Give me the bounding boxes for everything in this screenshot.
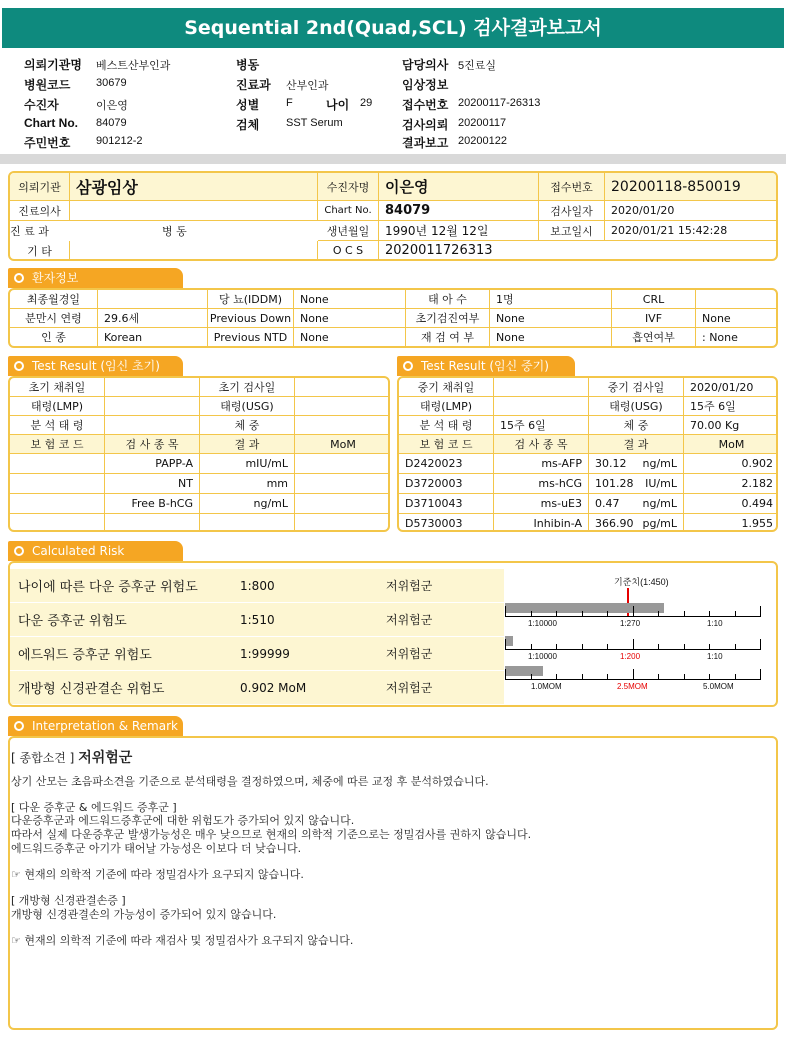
risk-value: 1:800	[230, 569, 356, 603]
patient-info-tab	[8, 268, 183, 288]
gauge-tick	[556, 674, 557, 679]
crl-value	[696, 290, 778, 309]
exam-value: 2020/01/20	[605, 201, 778, 221]
gauge-tick	[709, 611, 710, 616]
gauge-tick	[607, 644, 608, 649]
ntd-gauge-axis	[505, 679, 761, 680]
early-draw-value	[105, 378, 200, 397]
tick-label: 1:10	[707, 652, 723, 661]
mid-result: 30.12	[595, 457, 627, 470]
dept-label: 진료과	[236, 78, 271, 92]
early-ga-value	[105, 416, 200, 435]
no-label: 접수번호	[539, 173, 605, 201]
risk-value: 1:510	[230, 603, 356, 637]
gauge-tick	[684, 644, 685, 649]
mid-mom: 2.182	[684, 474, 778, 494]
risk-tab-label: Calculated Risk	[32, 544, 125, 558]
risk-tab	[8, 541, 183, 561]
gauge-tick	[760, 606, 761, 616]
mid-lmp-label: 태령(LMP)	[399, 397, 494, 416]
early-code	[10, 454, 105, 474]
early-mom	[295, 494, 390, 514]
ntd-label: Previous NTD	[208, 328, 294, 347]
etc-value	[70, 241, 318, 261]
col-header: 결 과	[589, 435, 684, 454]
mid-draw-label: 중기 채취일	[399, 378, 494, 397]
no-value: 20200118-850019	[605, 173, 778, 201]
early-unit: mm	[200, 474, 295, 494]
gauge-tick	[582, 611, 583, 616]
mid-result: 366.90	[595, 517, 634, 530]
risk-name: 에드워드 증후군 위험도	[10, 637, 230, 671]
circle-icon	[14, 546, 24, 556]
mid-unit: pg/mL	[642, 517, 677, 530]
lmp-value	[98, 290, 208, 309]
gauge-tick	[760, 639, 761, 649]
mid-result-box	[397, 376, 778, 532]
circle-icon	[14, 361, 24, 371]
ocs-value: 2020011726313	[379, 241, 778, 261]
mid-code: D3720003	[399, 474, 494, 494]
summary-label: [ 종합소견 ]	[11, 751, 75, 765]
mid-code: D2420023	[399, 454, 494, 474]
early-exam-label: 초기 검사일	[200, 378, 295, 397]
early-unit: mIU/mL	[200, 454, 295, 474]
gauge-tick	[505, 606, 506, 616]
remark-line: 에드워드증후군 아기가 태어날 가능성은 이보다 더 낮습니다.	[11, 842, 302, 855]
remark-heading: [ 다운 증후군 & 에드워드 증후군 ]	[11, 801, 177, 814]
ocs-label: O C S	[318, 241, 379, 261]
col-header: 검 사 종 목	[494, 435, 589, 454]
down-gauge-axis	[505, 616, 761, 617]
smoke-label: 흡연여부	[612, 328, 696, 347]
gauge-tick	[735, 611, 736, 616]
ntd-gauge-bar	[505, 666, 543, 676]
early-item: Free B-hCG	[105, 494, 200, 514]
early-value: None	[490, 309, 612, 328]
early-usg-value	[295, 397, 390, 416]
mid-mom: 0.902	[684, 454, 778, 474]
mid-unit: ng/mL	[642, 497, 677, 510]
cutoff-label: 기준치(1:450)	[614, 577, 669, 587]
chart-label: Chart No.	[24, 116, 78, 130]
early-mom	[295, 514, 390, 532]
dob-label: 생년월일	[318, 221, 379, 241]
risk-level: 저위험군	[356, 569, 504, 603]
mid-item: ms-AFP	[494, 454, 589, 474]
patient-info-box	[8, 288, 778, 348]
gauge-tick	[735, 674, 736, 679]
col-header: 보 험 코 드	[399, 435, 494, 454]
col-header: MoM	[684, 435, 778, 454]
pd-label: Previous Down	[208, 309, 294, 328]
mid-wt-label: 체 중	[589, 416, 684, 435]
chart-value: 84079	[96, 117, 127, 129]
exam-label: 검사일자	[539, 201, 605, 221]
race-label: 인 종	[10, 328, 98, 347]
ward-label2: 병 동	[162, 225, 187, 238]
early-mom	[295, 474, 390, 494]
mid-lmp-value	[494, 397, 589, 416]
early-code	[10, 474, 105, 494]
risk-level: 저위험군	[356, 671, 504, 705]
tick-label: 1:10	[707, 619, 723, 628]
lmp-label: 최종월경일	[10, 290, 98, 309]
early-item: PAPP-A	[105, 454, 200, 474]
patient-label: 수진자	[24, 98, 59, 112]
request-label: 검사의뢰	[402, 118, 449, 132]
early-usg-label: 태령(USG)	[200, 397, 295, 416]
ivf-value: None	[696, 309, 778, 328]
remark-line: 따라서 실제 다운증후군 발생가능성은 매우 낮으므로 현재의 의학적 기준으로는 정밀검사를 권하지 않습니다.	[11, 828, 532, 841]
early-mom	[295, 454, 390, 474]
risk-level: 저위험군	[356, 603, 504, 637]
mid-usg-value: 15주 6일	[684, 397, 778, 416]
col-header: MoM	[295, 435, 390, 454]
risk-name: 개방형 신경관결손 위험도	[10, 671, 230, 705]
report-date-label: 결과보고	[402, 136, 449, 150]
early-tab-label: Test Result (임신 초기)	[32, 359, 160, 373]
early-wt-label: 체 중	[200, 416, 295, 435]
gauge-tick	[505, 639, 506, 649]
summary-value: 저위험군	[78, 750, 133, 766]
mid-code: D5730003	[399, 514, 494, 532]
early-item	[105, 514, 200, 532]
gauge-tick	[684, 674, 685, 679]
circle-icon	[14, 721, 24, 731]
report-date-value: 20200122	[458, 135, 507, 147]
mid-item: ms-hCG	[494, 474, 589, 494]
gauge-tick	[684, 611, 685, 616]
chart-value2: 84079	[379, 201, 539, 221]
circle-icon	[403, 361, 413, 371]
gauge-tick	[531, 644, 532, 649]
fetus-label: 태 아 수	[406, 290, 490, 309]
specimen-value: SST Serum	[286, 117, 343, 129]
early-exam-value	[295, 378, 390, 397]
mid-result: 0.47	[595, 497, 620, 510]
age-value: 29	[360, 97, 373, 109]
mid-tab-label: Test Result (임신 중기)	[421, 359, 549, 373]
inst-label: 의뢰기관	[10, 173, 70, 201]
doctor-value: 5진료실	[458, 60, 496, 72]
gauge-tick	[633, 669, 634, 679]
ntd-value: None	[294, 328, 406, 347]
risk-value: 1:99999	[230, 637, 356, 671]
retest-value: None	[490, 328, 612, 347]
mid-mom: 1.955	[684, 514, 778, 532]
crl-label: CRL	[612, 290, 696, 309]
gauge-tick	[556, 644, 557, 649]
dob-value: 1990년 12월 12일	[379, 221, 539, 241]
gauge-tick	[633, 639, 634, 649]
remark-tab-label: Interpretation & Remark	[32, 719, 178, 733]
early-code	[10, 514, 105, 532]
remark-line: 개방형 신경관결손의 가능성이 증가되어 있지 않습니다.	[11, 908, 277, 921]
tick-label: 1:270	[620, 619, 641, 628]
early-tab	[8, 356, 183, 376]
mid-tab	[397, 356, 575, 376]
early-ga-label: 분 석 태 령	[10, 416, 105, 435]
tick-label: 1:10000	[528, 619, 557, 628]
mid-mom: 0.494	[684, 494, 778, 514]
doc-value	[70, 201, 318, 221]
col-header: 보 험 코 드	[10, 435, 105, 454]
risk-value: 0.902 MoM	[230, 671, 356, 705]
ivf-label: IVF	[612, 309, 696, 328]
tick-label: 1.0MOM	[531, 682, 562, 691]
report-label: 보고일시	[539, 221, 605, 241]
doc-label: 진료의사	[10, 201, 70, 221]
name-label: 수진자명	[318, 173, 379, 201]
gauge-tick	[658, 644, 659, 649]
gauge-tick	[735, 644, 736, 649]
name-value: 이은영	[379, 173, 539, 201]
hospital-value: 베스트산부인과	[96, 60, 171, 72]
remark-heading: [ 개방형 신경관결손증 ]	[11, 894, 126, 907]
age-value: 29.6세	[98, 309, 208, 328]
retest-label: 재 검 여 부	[406, 328, 490, 347]
risk-name: 나이에 따른 다운 증후군 위험도	[10, 569, 230, 603]
col-header: 검 사 종 목	[105, 435, 200, 454]
remark-line: ☞ 현재의 의학적 기준에 따라 재검사 및 정밀검사가 요구되지 않습니다.	[11, 934, 354, 947]
receipt-label: 접수번호	[402, 98, 449, 112]
sample-info-box	[8, 171, 778, 261]
chart-label2: Chart No.	[318, 201, 379, 221]
gauge-tick	[658, 674, 659, 679]
separator	[0, 154, 786, 164]
mid-exam-value: 2020/01/20	[684, 378, 778, 397]
fetus-value: 1명	[490, 290, 612, 309]
dm-label: 당 뇨(IDDM)	[208, 290, 294, 309]
gauge-tick	[607, 674, 608, 679]
ward-label: 병동	[236, 58, 260, 72]
down-gauge-bar	[505, 603, 664, 613]
report-title: Sequential 2nd(Quad,SCL) 검사결과보고서	[2, 8, 784, 48]
gauge-tick	[505, 669, 506, 679]
early-unit: ng/mL	[200, 494, 295, 514]
gauge-tick	[709, 644, 710, 649]
mid-usg-label: 태령(USG)	[589, 397, 684, 416]
dm-value: None	[294, 290, 406, 309]
id-value: 901212-2	[96, 135, 143, 147]
risk-name: 다운 증후군 위험도	[10, 603, 230, 637]
mid-wt-value: 70.00 Kg	[684, 416, 778, 435]
early-lmp-value	[105, 397, 200, 416]
tick-label: 5.0MOM	[703, 682, 734, 691]
edwards-gauge-axis	[505, 649, 761, 650]
gauge-tick	[709, 674, 710, 679]
remark-tab	[8, 716, 183, 736]
age-label: 분만시 연령	[10, 309, 98, 328]
remark-line: 다운증후군과 에드워드증후군에 대한 위험도가 증가되어 있지 않습니다.	[11, 814, 355, 827]
risk-level: 저위험군	[356, 637, 504, 671]
mid-item: ms-uE3	[494, 494, 589, 514]
id-label: 주민번호	[24, 136, 71, 150]
specimen-label: 검체	[236, 118, 260, 132]
age-label: 나이	[326, 98, 350, 112]
tick-label: 2.5MOM	[617, 682, 648, 691]
early-result-box	[8, 376, 390, 532]
remark-line: ☞ 현재의 의학적 기준에 따라 정밀검사가 요구되지 않습니다.	[11, 868, 304, 881]
patient-info-tab-label: 환자정보	[32, 271, 79, 285]
early-wt-value	[295, 416, 390, 435]
col-header: 결 과	[200, 435, 295, 454]
gauge-tick	[760, 669, 761, 679]
gauge-tick	[582, 674, 583, 679]
mid-ga-label: 분 석 태 령	[399, 416, 494, 435]
mid-draw-value	[494, 378, 589, 397]
receipt-value: 20200117-26313	[458, 97, 541, 109]
early-item: NT	[105, 474, 200, 494]
code-label: 병원코드	[24, 78, 71, 92]
smoke-value: : None	[696, 328, 778, 347]
mid-code: D3710043	[399, 494, 494, 514]
early-draw-label: 초기 채취일	[10, 378, 105, 397]
gauge-tick	[556, 611, 557, 616]
gauge-tick	[633, 606, 634, 616]
pd-value: None	[294, 309, 406, 328]
mid-result: 101.28	[595, 477, 634, 490]
circle-icon	[14, 273, 24, 283]
report-value: 2020/01/21 15:42:28	[605, 221, 778, 241]
clinical-label: 임상정보	[402, 78, 449, 92]
mid-item: Inhibin-A	[494, 514, 589, 532]
gauge-tick	[658, 611, 659, 616]
dept-label2: 진 료 과	[10, 225, 49, 238]
dept-value: 산부인과	[286, 80, 329, 92]
mid-unit: IU/mL	[645, 477, 677, 490]
etc-label: 기 타	[10, 241, 70, 261]
code-value: 30679	[96, 77, 127, 89]
mid-unit: ng/mL	[642, 457, 677, 470]
edwards-gauge-bar	[505, 636, 513, 646]
mid-exam-label: 중기 검사일	[589, 378, 684, 397]
patient-value: 이은영	[96, 100, 128, 112]
summary-line	[11, 747, 132, 767]
race-value: Korean	[98, 328, 208, 347]
early-label: 초기검진여부	[406, 309, 490, 328]
mid-ga-value: 15주 6일	[494, 416, 589, 435]
sex-value: F	[286, 97, 293, 109]
early-lmp-label: 태령(LMP)	[10, 397, 105, 416]
early-code	[10, 494, 105, 514]
gauge-tick	[531, 611, 532, 616]
gauge-tick	[607, 611, 608, 616]
sex-label: 성별	[236, 98, 260, 112]
inst-value: 삼광임상	[70, 173, 318, 201]
gauge-tick	[531, 674, 532, 679]
hospital-label: 의뢰기관명	[24, 58, 82, 72]
remark-line: 상기 산모는 초음파소견을 기준으로 분석태령을 결정하였으며, 체중에 따른 교정 후 분석하였습니다.	[11, 775, 489, 788]
request-value: 20200117	[458, 117, 507, 129]
tick-label: 1:200	[620, 652, 641, 661]
gauge-tick	[582, 644, 583, 649]
tick-label: 1:10000	[528, 652, 557, 661]
doctor-label: 담당의사	[402, 58, 449, 72]
early-unit	[200, 514, 295, 532]
